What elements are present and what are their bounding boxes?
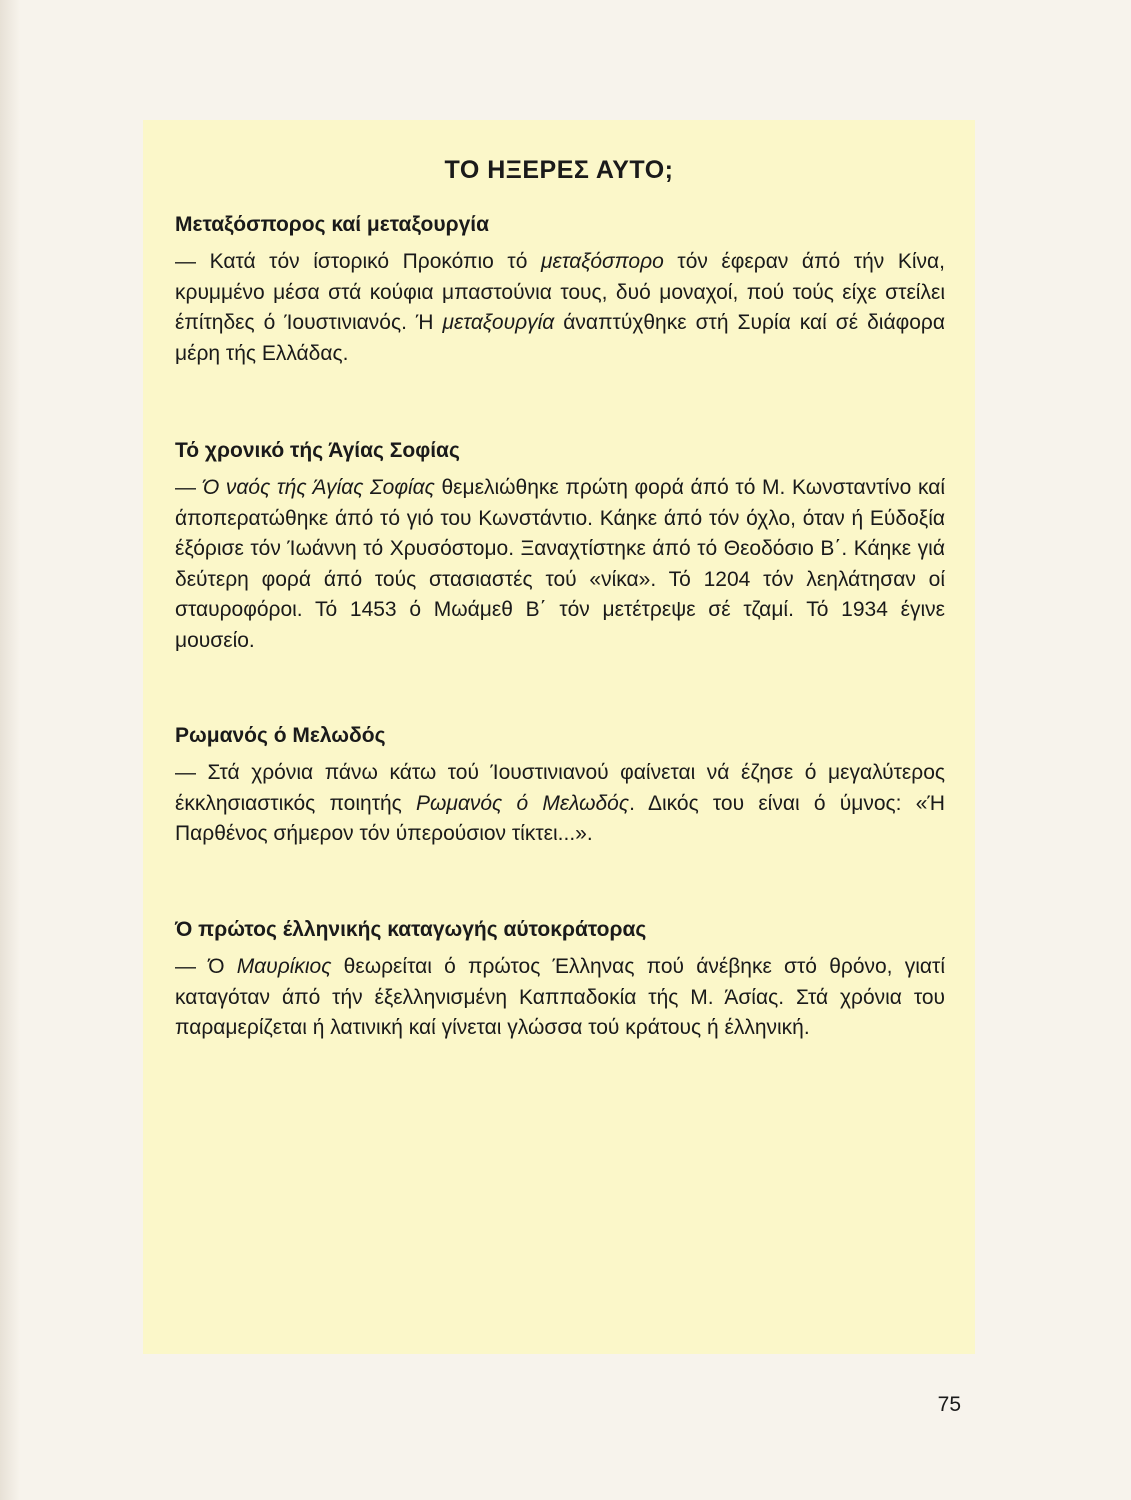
section-heading: Τό χρονικό τής Άγίας Σοφίας — [175, 439, 460, 462]
section-first-greek-emperor — [175, 918, 945, 1044]
section-heading: Ό πρώτος έλληνικής καταγωγής αύτοκράτορας — [175, 918, 647, 941]
section-silk — [175, 213, 945, 369]
page-number: 75 — [937, 1393, 961, 1416]
book-spine-shadow — [0, 0, 20, 1500]
section-paragraph: — Ό ναός τής Άγίας Σοφίας θεμελιώθηκε πρώτη φορά άπό τό Μ. Κωνσταντίνο καί άποπερατώθηκε άπό τό γιό του Κωνστάντιο. Κάηκε άπό τόν όχλο, όταν ή Εύδοξία έξόρισε τόν Ίωάννη τό Χρυσόστομο. Ξαναχτίστηκε άπό τό Θεοδόσιο Β΄. Κάηκε γιά δεύτερη φορά άπό τούς στασιαστές τού «νίκα». Τό 1204 τόν λεηλάτησαν οί σταυροφόροι. Τό 1453 ό Μωάμεθ Β΄ τόν μετέτρεψε σέ τζαμί. Τό 1934 έγινε μουσείο. — [175, 476, 945, 652]
section-heading: Μεταξόσπορος καί μεταξουργία — [175, 213, 490, 236]
page-title: ΤΟ ΗΞΕΡΕΣ ΑΥΤΟ; — [444, 156, 674, 184]
section-paragraph: — Στά χρόνια πάνω κάτω τού Ίουστινιανού φαίνεται νά έζησε ό μεγαλύτερος έκκλησιαστικός ποιητής Ρωμανός ό Μελωδός. Δικός του είναι ό ύμνος: «Ή Παρθένος σήμερον τόν ύπερούσιον τίκτει...». — [175, 761, 945, 845]
section-paragraph: — Ό Μαυρίκιος θεωρείται ό πρώτος Έλληνας πού άνέβηκε στό θρόνο, γιατί καταγόταν άπό τήν έξελληνισμένη Καππαδοκία τής Μ. Άσίας. Στά χρόνια του παραμερίζεται ή λατινική καί γίνεται γλώσσα τού κράτους ή έλληνική. — [175, 955, 945, 1039]
section-hagia-sophia — [175, 439, 945, 656]
section-romanos — [175, 724, 945, 850]
section-paragraph: — Κατά τόν ίστορικό Προκόπιο τό μεταξόσπορο τόν έφεραν άπό τήν Κίνα, κρυμμένο μέσα στά κούφια μπαστούνια τους, δυό μοναχοί, πού τούς είχε στείλει έπίτηδες ό Ίουστινιανός. Ή μεταξουργία άναπτύχθηκε στή Συρία καί σέ διάφορα μέρη τής Ελλάδας. — [175, 250, 945, 365]
section-heading: Ρωμανός ό Μελωδός — [175, 724, 386, 747]
